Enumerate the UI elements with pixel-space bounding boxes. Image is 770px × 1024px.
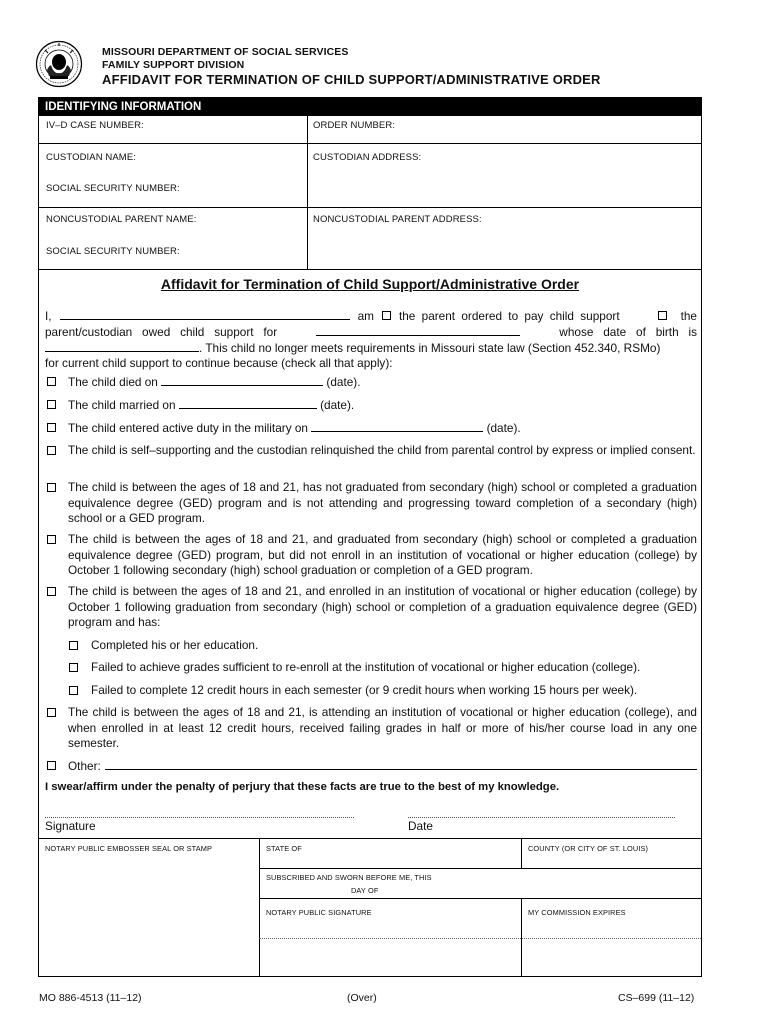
sub-failed-hours-checkbox[interactable] xyxy=(69,686,78,695)
not-graduated-checkbox[interactable] xyxy=(47,483,56,492)
self-supporting-checkbox[interactable] xyxy=(47,446,56,455)
missouri-state-seal-icon xyxy=(35,40,83,88)
noncustodial-name-field[interactable]: NONCUSTODIAL PARENT NAME: xyxy=(46,214,197,225)
custodian-ssn-field[interactable]: SOCIAL SECURITY NUMBER: xyxy=(46,183,180,194)
other-checkbox[interactable] xyxy=(47,761,56,770)
died-checkbox[interactable] xyxy=(47,377,56,386)
grid-divider xyxy=(39,143,701,144)
signature-line[interactable] xyxy=(45,817,354,818)
county-field[interactable]: COUNTY (OR CITY OF ST. LOUIS) xyxy=(528,844,649,853)
died-date-suffix: (date). xyxy=(326,375,361,389)
signature-label: Signature xyxy=(45,819,96,833)
child-dob-blank[interactable] xyxy=(45,340,199,352)
identifying-section-header: IDENTIFYING INFORMATION xyxy=(39,98,701,116)
sub-completed-label: Completed his or her education. xyxy=(91,638,259,652)
grid-divider xyxy=(307,116,308,269)
graduated-not-enrolled-label: The child is between the ages of 18 and 21, and graduated from secondary (high) school or completed a graduation equivalence degree (GED) program, but did not enroll in an institution of vocational or higher education (college) by October 1 following secondary (high) school graduation or completion of a GED program. xyxy=(68,532,697,577)
date-label: Date xyxy=(408,819,433,833)
other-option xyxy=(45,758,697,775)
enrolled-checkbox[interactable] xyxy=(47,587,56,596)
attending-failing-checkbox[interactable] xyxy=(47,708,56,717)
military-date-suffix: (date). xyxy=(486,421,521,435)
day-of-label: DAY OF xyxy=(351,886,379,895)
married-date-suffix: (date). xyxy=(320,398,355,412)
form-title: AFFIDAVIT FOR TERMINATION OF CHILD SUPPORT/ADMINISTRATIVE ORDER xyxy=(102,72,601,87)
graduated-not-enrolled-checkbox[interactable] xyxy=(47,535,56,544)
sub-failed-hours-label: Failed to complete 12 credit hours in each semester (or 9 credit hours when working 15 hours per week). xyxy=(91,683,638,697)
attending-failing-option xyxy=(45,705,697,752)
military-checkbox[interactable] xyxy=(47,423,56,432)
child-name-blank[interactable] xyxy=(316,324,520,336)
not-graduated-option xyxy=(45,480,697,527)
swear-statement: I swear/affirm under the penalty of perjury that these facts are true to the best of my knowledge. xyxy=(45,781,560,793)
notary-divider xyxy=(521,898,522,976)
date-line[interactable] xyxy=(408,817,675,818)
notary-divider xyxy=(39,838,701,839)
noncustodial-address-field[interactable]: NONCUSTODIAL PARENT ADDRESS: xyxy=(313,214,482,225)
form-number: MO 886-4513 (11–12) xyxy=(39,992,142,1004)
married-checkbox[interactable] xyxy=(47,400,56,409)
military-date-blank[interactable] xyxy=(311,420,483,432)
intro-am: am xyxy=(357,309,374,323)
custodian-address-field[interactable]: CUSTODIAN ADDRESS: xyxy=(313,152,422,163)
cs-number: CS–699 (11–12) xyxy=(618,992,695,1004)
order-number-field[interactable]: ORDER NUMBER: xyxy=(313,120,396,131)
enrolled-option xyxy=(45,584,697,631)
intro-the: the xyxy=(680,309,697,323)
notary-divider xyxy=(259,868,701,869)
division-name: FAMILY SUPPORT DIVISION xyxy=(102,59,245,71)
grid-divider xyxy=(39,269,701,270)
affiant-name-blank[interactable] xyxy=(60,308,350,320)
notary-divider xyxy=(521,838,522,868)
custodian-name-field[interactable]: CUSTODIAN NAME: xyxy=(46,152,137,163)
notary-divider xyxy=(259,898,701,899)
married-label: The child married on xyxy=(68,398,176,412)
sub-failed-grades-checkbox[interactable] xyxy=(69,663,78,672)
notary-signature-field[interactable]: NOTARY PUBLIC SIGNATURE xyxy=(266,908,372,917)
sub-failed-hours-option xyxy=(69,683,697,698)
intro-no-longer: . This child no longer meets requirements in Missouri state law (Section 452.340, RSMo) xyxy=(199,341,661,355)
sub-failed-grades-option xyxy=(69,660,697,675)
intro-i: I, xyxy=(45,309,52,323)
not-graduated-label: The child is between the ages of 18 and 21, has not graduated from secondary (high) school or completed a graduation equivalence degree (GED) program and is not attending and progressing toward completion of a secondary (high) school or a GED program. xyxy=(68,480,697,525)
military-label: The child entered active duty in the military on xyxy=(68,421,308,435)
notary-divider xyxy=(259,938,701,939)
other-label: Other: xyxy=(68,759,101,773)
commission-expires-field[interactable]: MY COMMISSION EXPIRES xyxy=(528,908,626,917)
military-option xyxy=(45,420,697,437)
subscribed-label: SUBSCRIBED AND SWORN BEFORE ME, THIS xyxy=(266,873,432,882)
state-of-field[interactable]: STATE OF xyxy=(266,844,302,853)
died-label: The child died on xyxy=(68,375,158,389)
sub-failed-grades-label: Failed to achieve grades sufficient to re-enroll at the institution of vocational or higher education (college). xyxy=(91,660,641,674)
died-option xyxy=(45,374,697,391)
married-option xyxy=(45,397,697,414)
attending-failing-label: The child is between the ages of 18 and 21, is attending an institution of vocational or higher education (college), and when enrolled in at least 12 credit hours, received failing grades in half or more of his/her course load in any one semester. xyxy=(68,705,697,750)
other-reason-blank[interactable] xyxy=(105,758,697,770)
intro-parent-ordered: the parent ordered to pay child support xyxy=(398,309,620,323)
notary-seal-label: NOTARY PUBLIC EMBOSSER SEAL OR STAMP xyxy=(45,844,213,853)
graduated-not-enrolled-option xyxy=(45,532,697,579)
affidavit-intro xyxy=(45,308,697,371)
parent-ordered-checkbox[interactable] xyxy=(382,311,391,320)
sub-completed-option xyxy=(69,638,697,653)
department-name: MISSOURI DEPARTMENT OF SOCIAL SERVICES xyxy=(102,46,349,58)
intro-custodian-owed: parent/custodian owed child support for xyxy=(45,325,278,339)
affidavit-title: Affidavit for Termination of Child Support/Administrative Order xyxy=(160,276,580,292)
ivd-case-number-field[interactable]: IV–D CASE NUMBER: xyxy=(46,120,144,131)
grid-divider xyxy=(39,207,701,208)
died-date-blank[interactable] xyxy=(161,374,323,386)
intro-for-current: for current child support to continue because (check all that apply): xyxy=(45,356,393,370)
over-label: (Over) xyxy=(347,992,377,1004)
notary-divider xyxy=(259,838,260,976)
parent-custodian-checkbox[interactable] xyxy=(658,311,667,320)
form-frame xyxy=(38,97,702,977)
enrolled-label: The child is between the ages of 18 and 21, and enrolled in an institution of vocational or higher education (college) by October 1 following graduation from secondary (high) school or completion of a graduation equivalence degree (GED) program and has: xyxy=(68,584,697,629)
sub-completed-checkbox[interactable] xyxy=(69,641,78,650)
married-date-blank[interactable] xyxy=(179,397,317,409)
self-supporting-label: The child is self–supporting and the custodian relinquished the child from parental control by express or implied consent. xyxy=(68,443,696,457)
self-supporting-option xyxy=(45,443,697,459)
noncustodial-ssn-field[interactable]: SOCIAL SECURITY NUMBER: xyxy=(46,246,180,257)
intro-whose-dob: whose date of birth is xyxy=(559,325,697,339)
